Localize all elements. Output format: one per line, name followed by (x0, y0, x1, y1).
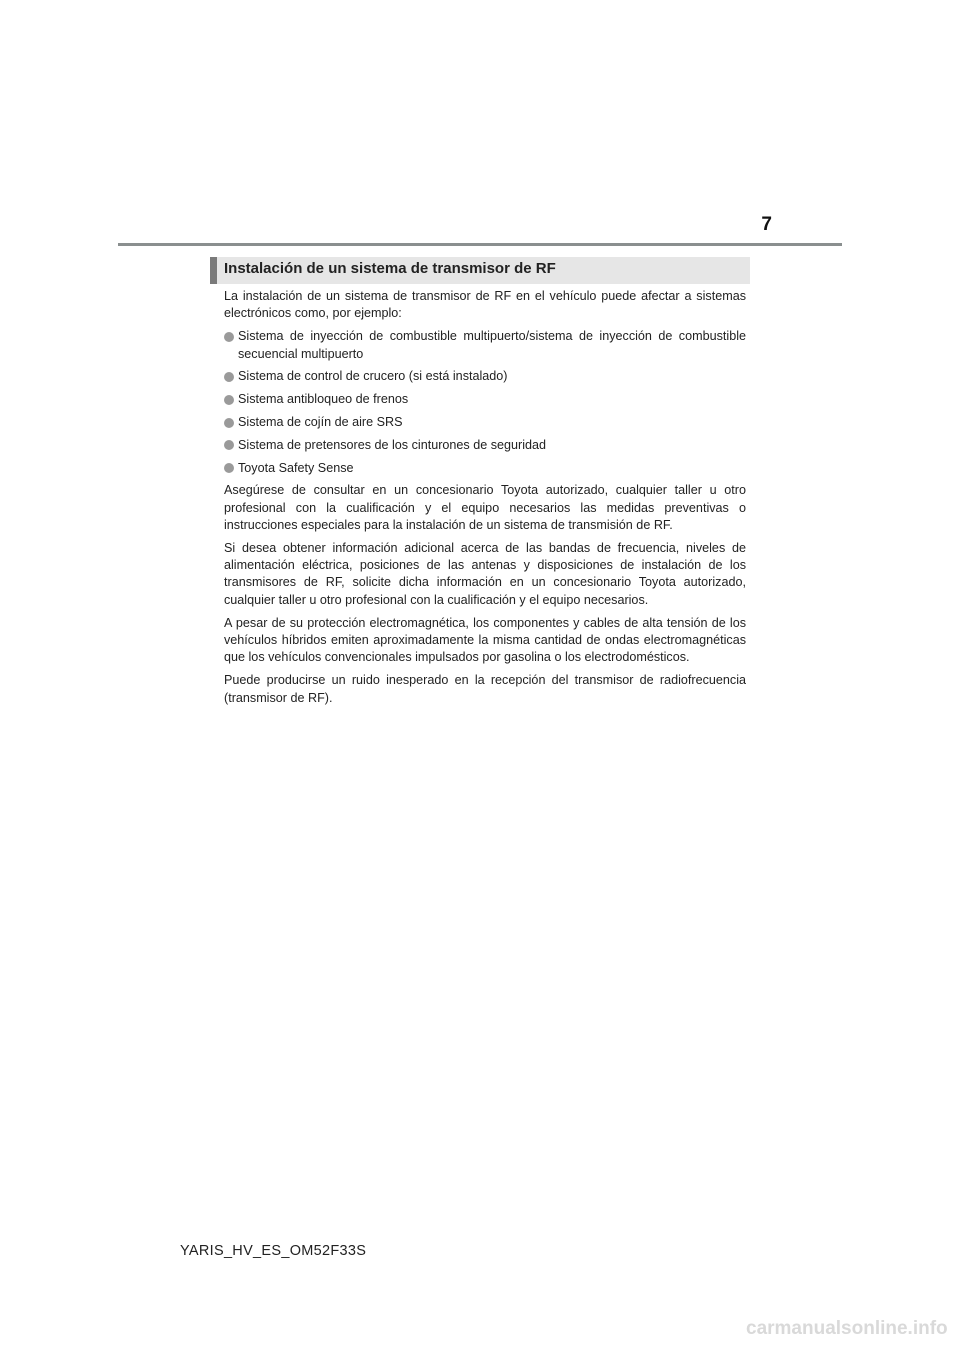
body-paragraph: A pesar de su protección electromagnética, los componentes y cables de alta tensión de los vehículos híbridos emiten aproximadamente la misma cantidad de ondas electromagnéticas que los vehículos convencionales impulsados por gasolina o los electrodomésticos. (224, 615, 746, 665)
bullet-icon (224, 395, 234, 405)
body-paragraph: Asegúrese de consultar en un concesionario Toyota autorizado, cualquier taller u otro profesional con la cualificación y el equipo necesarios las medidas preventivas o instrucciones especiales para la instalación de un sistema de transmisión de RF. (224, 483, 746, 532)
system-list (224, 328, 746, 476)
list-item (224, 391, 746, 408)
intro-paragraph: La instalación de un sistema de transmisor de RF en el vehículo puede afectar a sistemas electrónicos como, por ejemplo: (224, 289, 746, 321)
section-heading (210, 257, 750, 284)
list-item (224, 437, 746, 454)
page-number: 7 (761, 214, 772, 235)
list-item (224, 368, 746, 385)
bullet-icon (224, 440, 234, 450)
body-paragraph: Si desea obtener información adicional acerca de las bandas de frecuencia, niveles de alimentación eléctrica, posiciones de las antenas y disposiciones de instalación de los transmisores de RF, solicite dicha información en un concesionario Toyota autorizado, cualquier taller u otro profesional con la cualificación y el equipo necesarios. (224, 541, 746, 607)
list-item-text: Sistema de cojín de aire SRS (238, 415, 403, 429)
list-item-text: Sistema antibloqueo de frenos (238, 392, 409, 407)
bullet-icon (224, 332, 234, 342)
bullet-icon (224, 463, 234, 473)
bullet-icon (224, 418, 234, 428)
list-item-text: Sistema de inyección de combustible multipuerto/sistema de inyección de combustible secuencial multipuerto (238, 329, 746, 361)
document-code: YARIS_HV_ES_OM52F33S (180, 1243, 367, 1259)
list-item (224, 414, 746, 431)
body-paragraph: Puede producirse un ruido inesperado en la recepción del transmisor de radiofrecuencia (transmisor de RF). (224, 673, 746, 705)
section-heading-text: Instalación de un sistema de transmisor de RF (224, 260, 556, 277)
list-item (224, 460, 746, 477)
list-item (224, 328, 746, 362)
bullet-icon (224, 372, 234, 382)
list-item-text: Sistema de pretensores de los cinturones de seguridad (238, 437, 547, 452)
body-content (224, 288, 746, 713)
list-item-text: Sistema de control de crucero (si está instalado) (238, 369, 508, 384)
watermark: carmanualsonline.info (746, 1318, 948, 1339)
header-rule (118, 243, 842, 246)
list-item-text: Toyota Safety Sense (238, 460, 354, 475)
